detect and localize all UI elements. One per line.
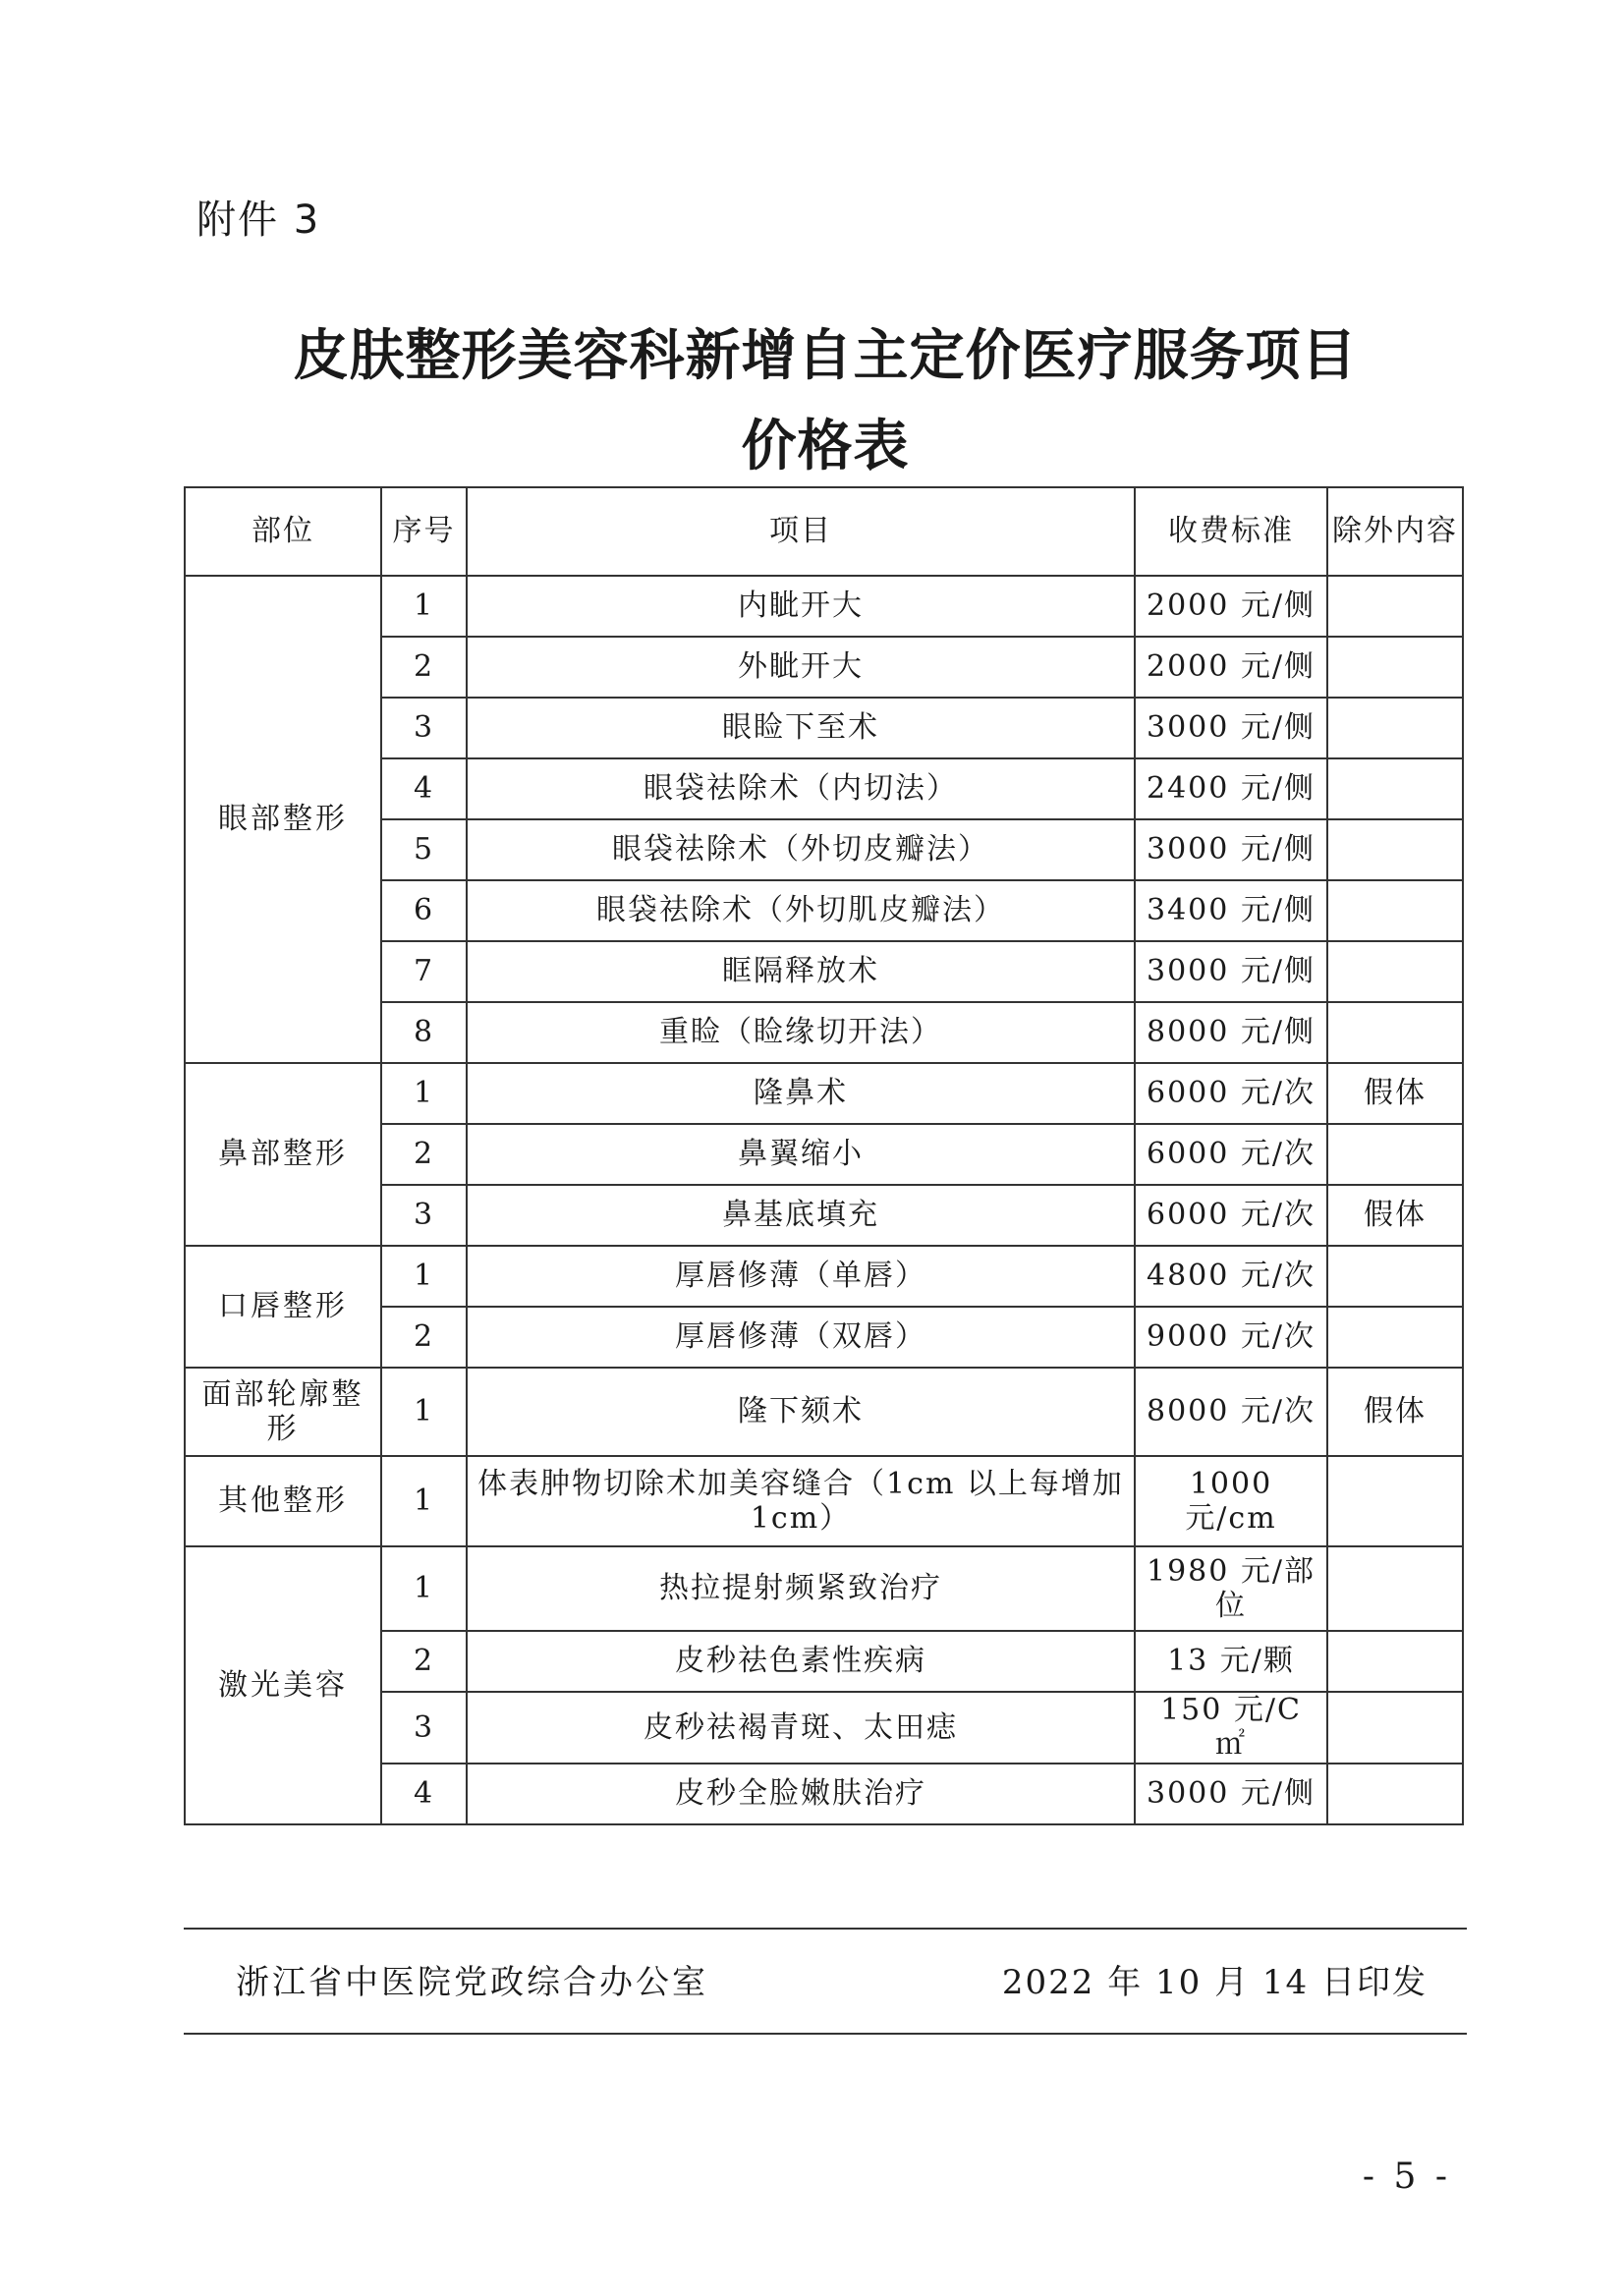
item-cell: 皮秒祛褐青斑、太田痣 [467, 1692, 1135, 1764]
excluded-cell [1327, 1456, 1463, 1546]
price-cell: 9000 元/次 [1135, 1307, 1327, 1368]
price-cell: 1000 元/cm [1135, 1456, 1327, 1546]
header-excluded: 除外内容 [1327, 487, 1463, 576]
price-cell: 8000 元/次 [1135, 1368, 1327, 1456]
item-cell: 隆鼻术 [467, 1063, 1135, 1124]
excluded-cell [1327, 758, 1463, 819]
excluded-cell [1327, 1631, 1463, 1692]
number-cell: 4 [381, 1764, 467, 1824]
item-cell: 皮秒全脸嫩肤治疗 [467, 1764, 1135, 1824]
price-cell: 150 元/C ㎡ [1135, 1692, 1327, 1764]
excluded-cell [1327, 1692, 1463, 1764]
price-cell: 3000 元/侧 [1135, 819, 1327, 880]
item-cell: 鼻翼缩小 [467, 1124, 1135, 1185]
excluded-cell: 假体 [1327, 1063, 1463, 1124]
price-cell: 3000 元/侧 [1135, 941, 1327, 1002]
price-cell: 3400 元/侧 [1135, 880, 1327, 941]
table-row [185, 1063, 1463, 1124]
excluded-cell [1327, 1002, 1463, 1063]
price-cell: 2000 元/侧 [1135, 576, 1327, 637]
number-cell: 2 [381, 637, 467, 698]
item-cell: 内眦开大 [467, 576, 1135, 637]
item-cell: 皮秒祛色素性疾病 [467, 1631, 1135, 1692]
table-body [185, 576, 1463, 1824]
excluded-cell [1327, 941, 1463, 1002]
price-cell: 3000 元/侧 [1135, 1764, 1327, 1824]
price-cell: 2000 元/侧 [1135, 637, 1327, 698]
category-cell: 其他整形 [185, 1456, 381, 1546]
number-cell: 1 [381, 1456, 467, 1546]
table-row [185, 1546, 1463, 1631]
number-cell: 2 [381, 1631, 467, 1692]
document-subtitle: 价格表 [741, 415, 910, 478]
excluded-cell [1327, 1546, 1463, 1631]
header-price: 收费标准 [1135, 487, 1327, 576]
number-cell: 5 [381, 819, 467, 880]
price-table [184, 486, 1464, 1825]
item-cell: 眼袋祛除术（外切皮瓣法） [467, 819, 1135, 880]
excluded-cell [1327, 698, 1463, 758]
item-cell: 热拉提射频紧致治疗 [467, 1546, 1135, 1631]
item-cell: 厚唇修薄（双唇） [467, 1307, 1135, 1368]
number-cell: 1 [381, 576, 467, 637]
category-cell: 激光美容 [185, 1546, 381, 1824]
attachment-label: 附件 3 [196, 197, 321, 243]
header-number: 序号 [381, 487, 467, 576]
excluded-cell [1327, 1246, 1463, 1307]
item-cell: 体表肿物切除术加美容缝合（1cm 以上每增加 1cm） [467, 1456, 1135, 1546]
excluded-cell [1327, 880, 1463, 941]
table-row [185, 576, 1463, 637]
price-cell: 2400 元/侧 [1135, 758, 1327, 819]
document-title: 皮肤整形美容科新增自主定价医疗服务项目 [293, 324, 1358, 388]
footer-bottom-rule [184, 2033, 1467, 2035]
excluded-cell [1327, 576, 1463, 637]
number-cell: 3 [381, 698, 467, 758]
item-cell: 隆下颏术 [467, 1368, 1135, 1456]
header-item: 项目 [467, 487, 1135, 576]
footer-top-rule [184, 1928, 1467, 1930]
category-cell: 口唇整形 [185, 1246, 381, 1368]
category-cell: 鼻部整形 [185, 1063, 381, 1246]
excluded-cell [1327, 819, 1463, 880]
excluded-cell [1327, 1307, 1463, 1368]
item-cell: 眼睑下至术 [467, 698, 1135, 758]
category-cell: 眼部整形 [185, 576, 381, 1063]
category-cell: 面部轮廓整形 [185, 1368, 381, 1456]
table-row [185, 1456, 1463, 1546]
excluded-cell: 假体 [1327, 1368, 1463, 1456]
price-cell: 13 元/颗 [1135, 1631, 1327, 1692]
footer-date: 2022 年 10 月 14 日印发 [1001, 1963, 1428, 2002]
item-cell: 厚唇修薄（单唇） [467, 1246, 1135, 1307]
excluded-cell: 假体 [1327, 1185, 1463, 1246]
table-row [185, 1246, 1463, 1307]
footer-issuer: 浙江省中医院党政综合办公室 [236, 1963, 708, 2002]
item-cell: 重睑（睑缘切开法） [467, 1002, 1135, 1063]
price-cell: 3000 元/侧 [1135, 698, 1327, 758]
header-category: 部位 [185, 487, 381, 576]
number-cell: 4 [381, 758, 467, 819]
item-cell: 外眦开大 [467, 637, 1135, 698]
number-cell: 1 [381, 1368, 467, 1456]
table-header-row [185, 487, 1463, 576]
page-number: - 5 - [1362, 2156, 1451, 2197]
number-cell: 8 [381, 1002, 467, 1063]
price-cell: 6000 元/次 [1135, 1124, 1327, 1185]
item-cell: 眼袋祛除术（内切法） [467, 758, 1135, 819]
price-cell: 1980 元/部位 [1135, 1546, 1327, 1631]
table-row [185, 1368, 1463, 1456]
price-cell: 8000 元/侧 [1135, 1002, 1327, 1063]
number-cell: 3 [381, 1185, 467, 1246]
excluded-cell [1327, 1124, 1463, 1185]
price-cell: 6000 元/次 [1135, 1185, 1327, 1246]
number-cell: 1 [381, 1063, 467, 1124]
number-cell: 1 [381, 1546, 467, 1631]
price-cell: 6000 元/次 [1135, 1063, 1327, 1124]
excluded-cell [1327, 637, 1463, 698]
number-cell: 7 [381, 941, 467, 1002]
number-cell: 1 [381, 1246, 467, 1307]
number-cell: 2 [381, 1307, 467, 1368]
excluded-cell [1327, 1764, 1463, 1824]
item-cell: 鼻基底填充 [467, 1185, 1135, 1246]
number-cell: 6 [381, 880, 467, 941]
price-cell: 4800 元/次 [1135, 1246, 1327, 1307]
number-cell: 3 [381, 1692, 467, 1764]
item-cell: 眶隔释放术 [467, 941, 1135, 1002]
number-cell: 2 [381, 1124, 467, 1185]
item-cell: 眼袋祛除术（外切肌皮瓣法） [467, 880, 1135, 941]
